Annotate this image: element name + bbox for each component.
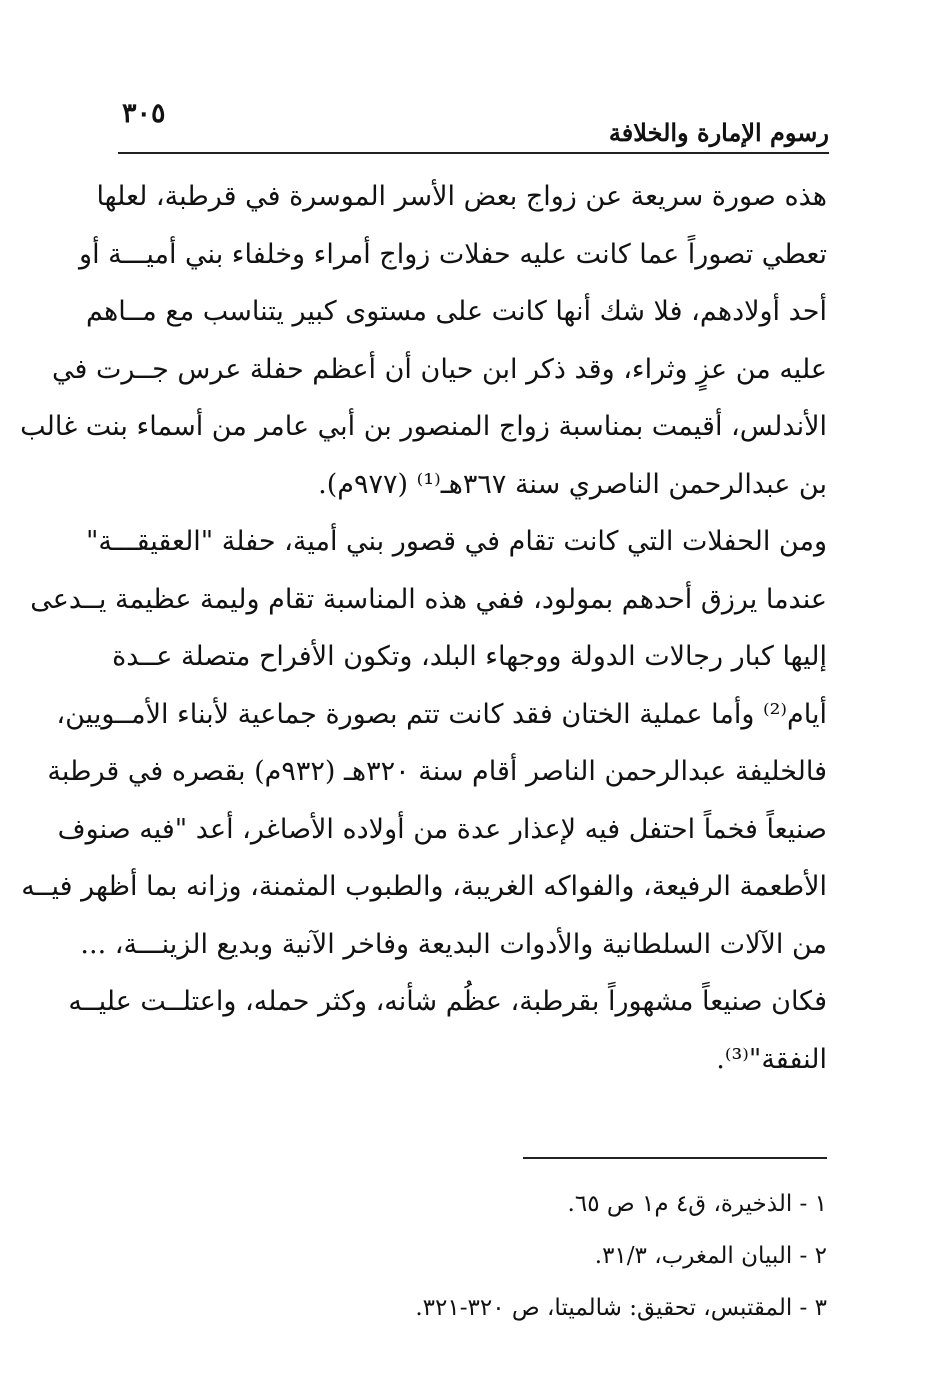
page-number: ٣٠٥ xyxy=(122,98,166,129)
paragraph-1-line-2: تعطي تصوراً عما كانت عليه حفلات زواج أمراء وخلفاء بني أميـــة أو xyxy=(79,238,827,270)
paragraph-2-line-4: أيام⁽²⁾ وأما عملية الختان فقد كانت تتم بصورة جماعية لأبناء الأمــويين، xyxy=(56,698,827,730)
running-title: رسوم الإمارة والخلافة xyxy=(608,118,829,147)
paragraph-2-line-10: النفقة"⁽³⁾. xyxy=(716,1043,827,1075)
paragraph-2-line-3: إليها كبار رجالات الدولة ووجهاء البلد، وتكون الأفراح متصلة عــدة xyxy=(112,641,827,672)
paragraph-1-line-4: عليه من عزٍ وثراء، وقد ذكر ابن حيان أن أعظم حفلة عرس جــرت في xyxy=(51,353,827,385)
paragraph-1-line-3: أحد أولادهم، فلا شك أنها كانت على مستوى كبير يتناسب مع مــاهم xyxy=(86,296,827,327)
paragraph-2-line-2: عندما يرزق أحدهم بمولود، ففي هذه المناسبة تقام وليمة عظيمة يــدعى xyxy=(30,583,827,615)
paragraph-2-line-9: فكان صنيعاً مشهوراً بقرطبة، عظُم شأنه، وكثر حمله، واعتلــت عليــه xyxy=(68,986,827,1017)
paragraph-1-line-6: بن عبدالرحمن الناصري سنة ٣٦٧هـ⁽¹⁾ (٩٧٧م). xyxy=(318,468,827,500)
footnote-3: ٣ - المقتبس، تحقيق: شالميتا، ص ٣٢٠-٣٢١. xyxy=(415,1295,827,1321)
paragraph-2-line-8: من الآلات السلطانية والأدوات البديعة وفاخر الآنية وبديع الزينـــة، ... xyxy=(80,928,827,960)
paragraph-1-line-5: الأندلس، أقيمت بمناسبة زواج المنصور بن أبي عامر من أسماء بنت غالب xyxy=(20,411,827,442)
footnotes xyxy=(118,1178,827,1334)
footnote-1: ١ - الذخيرة، ق٤ م١ ص ٦٥. xyxy=(567,1191,827,1217)
paragraph-2-line-1: ومن الحفلات التي كانت تقام في قصور بني أمية، حفلة "العقيقـــة" xyxy=(85,526,827,557)
footnote-2: ٢ - البيان المغرب، ٣١/٣. xyxy=(594,1243,827,1269)
body-text xyxy=(20,168,827,1088)
header-rule xyxy=(118,152,829,154)
paragraph-2-line-6: صنيعاً فخماً احتفل فيه لإعذار عدة من أولاده الأصاغر، أعد "فيه صنوف xyxy=(57,813,827,845)
paragraph-2-line-7: الأطعمة الرفيعة، والفواكه الغريبة، والطبوب المثمنة، وزانه بما أظهر فيــه xyxy=(21,871,827,902)
paragraph-1-line-1: هذه صورة سريعة عن زواج بعض الأسر الموسرة في قرطبة، لعلها xyxy=(96,181,827,212)
paragraph-2-line-5: فالخليفة عبدالرحمن الناصر أقام سنة ٣٢٠هـ (٩٣٢م) بقصره في قرطبة xyxy=(47,756,827,787)
footnote-rule xyxy=(523,1157,827,1159)
